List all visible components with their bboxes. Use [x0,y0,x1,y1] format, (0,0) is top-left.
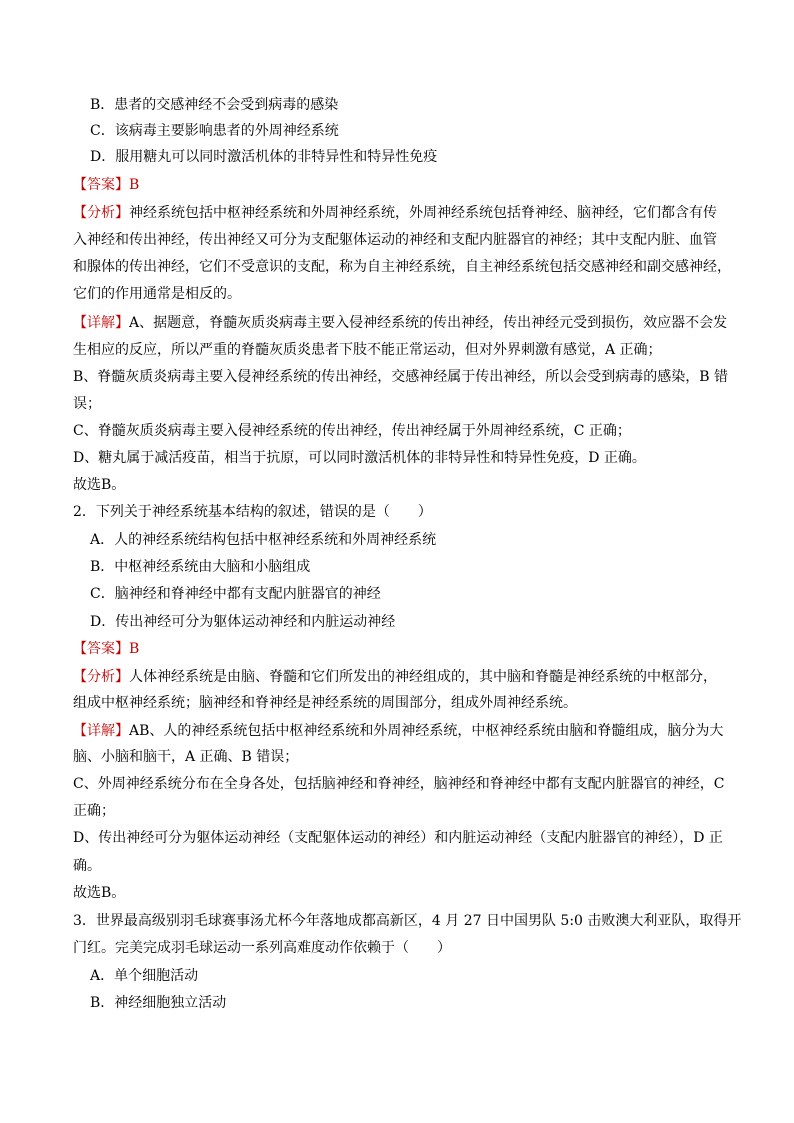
q1-detail-line: C、脊髓灰质炎病毒主要入侵神经系统的传出神经，传出神经属于外周神经系统，C 正确； [73,423,631,439]
analysis-tag: 【分析】 [73,205,129,221]
analysis-text: 人体神经系统是由脑、脊髓和它们所发出的神经组成的，其中脑和脊髓是神经系统的中枢部分， [129,669,717,685]
answer-value: B [129,177,140,193]
q1-detail-line: D、糖丸属于减活疫苗，相当于抗原，可以同时激活机体的非特异性和特异性免疫，D 正确。 [73,450,646,466]
analysis-tag: 【分析】 [73,669,129,685]
q1-detail-line: 生相应的反应，所以严重的脊髓灰质炎患者下肢不能正常运动，但对外界刺激有感觉，A 正确； [73,342,662,358]
q1-analysis-line: 和腺体的传出神经，它们不受意识的支配，称为自主神经系统，自主神经系统包括交感神经和副交感神经， [73,259,731,275]
q1-analysis-line [73,203,723,223]
q2-detail-line [73,721,723,741]
q2-option-b: B．中枢神经系统由大脑和小脑组成 [90,559,311,575]
detail-tag: 【详解】 [73,723,129,739]
q1-conclusion: 故选B。 [73,477,126,493]
analysis-text: 神经系统包括中枢神经系统和外周神经系统，外周神经系统包括脊神经、脑神经，它们都含有传 [129,205,717,221]
q2-option-d: D．传出神经可分为躯体运动神经和内脏运动神经 [90,614,396,630]
q1-detail-line: 误； [73,396,101,412]
detail-text: AB、人的神经系统包括中枢神经系统和外周神经系统，中枢神经系统由脑和脊髓组成，脑分为大 [129,723,724,739]
q3-stem: 3．世界最高级别羽毛球赛事汤尤杯今年落地成都高新区，4 月 27 日中国男队 5:0 击败澳大利亚队，取得开 [73,913,742,929]
q2-detail-line: C、外周神经系统分布在全身各处，包括脑神经和脊神经，脑神经和脊神经中都有支配内脏器官的神经，C [73,776,725,792]
q1-analysis-line: 它们的作用通常是相反的。 [73,286,241,302]
q2-detail-line: 确。 [73,858,101,874]
detail-tag: 【详解】 [73,315,129,331]
q1-answer [73,175,723,195]
q1-option-c: C．该病毒主要影响患者的外周神经系统 [90,123,339,139]
q2-option-a: A．人的神经系统结构包括中枢神经系统和外周神经系统 [90,532,437,548]
q2-detail-line: 脑、小脑和脑干，A 正确、B 错误； [73,749,299,765]
q3-option-b: B．神经细胞独立活动 [90,995,227,1011]
q2-analysis-line: 组成中枢神经系统；脑神经和脊神经是神经系统的周围部分，组成外周神经系统。 [73,695,577,711]
q2-option-c: C．脑神经和脊神经中都有支配内脏器官的神经 [90,586,381,602]
q1-detail-line: B、脊髓灰质炎病毒主要入侵神经系统的传出神经，交感神经属于传出神经，所以会受到病毒的感染，B 错 [73,369,729,385]
detail-text: A、据题意，脊髓灰质炎病毒主要入侵神经系统的传出神经，传出神经元受到损伤，效应器不会发 [129,315,728,331]
q1-option-d: D．服用糖丸可以同时激活机体的非特异性和特异性免疫 [90,149,438,165]
q2-detail-line: 正确； [73,803,115,819]
q3-stem: 门红。完美完成羽毛球运动一系列高难度动作依赖于（ ） [73,940,451,956]
answer-value: B [129,641,140,657]
q2-answer [73,639,723,659]
q2-conclusion: 故选B。 [73,885,126,901]
q1-option-b: B．患者的交感神经不会受到病毒的感染 [90,97,339,113]
answer-tag: 【答案】 [73,641,129,657]
q3-option-a: A．单个细胞活动 [90,968,199,984]
q2-analysis-line [73,667,723,687]
answer-tag: 【答案】 [73,177,129,193]
q1-analysis-line: 入神经和传出神经，传出神经又可分为支配躯体运动的神经和支配内脏器官的神经；其中支配内脏、血管 [73,232,717,248]
q1-detail-line [73,313,728,333]
q2-detail-line: D、传出神经可分为躯体运动神经（支配躯体运动的神经）和内脏运动神经（支配内脏器官的神经），D 正 [73,830,723,846]
q2-stem: 2．下列关于神经系统基本结构的叙述，错误的是（ ） [73,504,432,520]
